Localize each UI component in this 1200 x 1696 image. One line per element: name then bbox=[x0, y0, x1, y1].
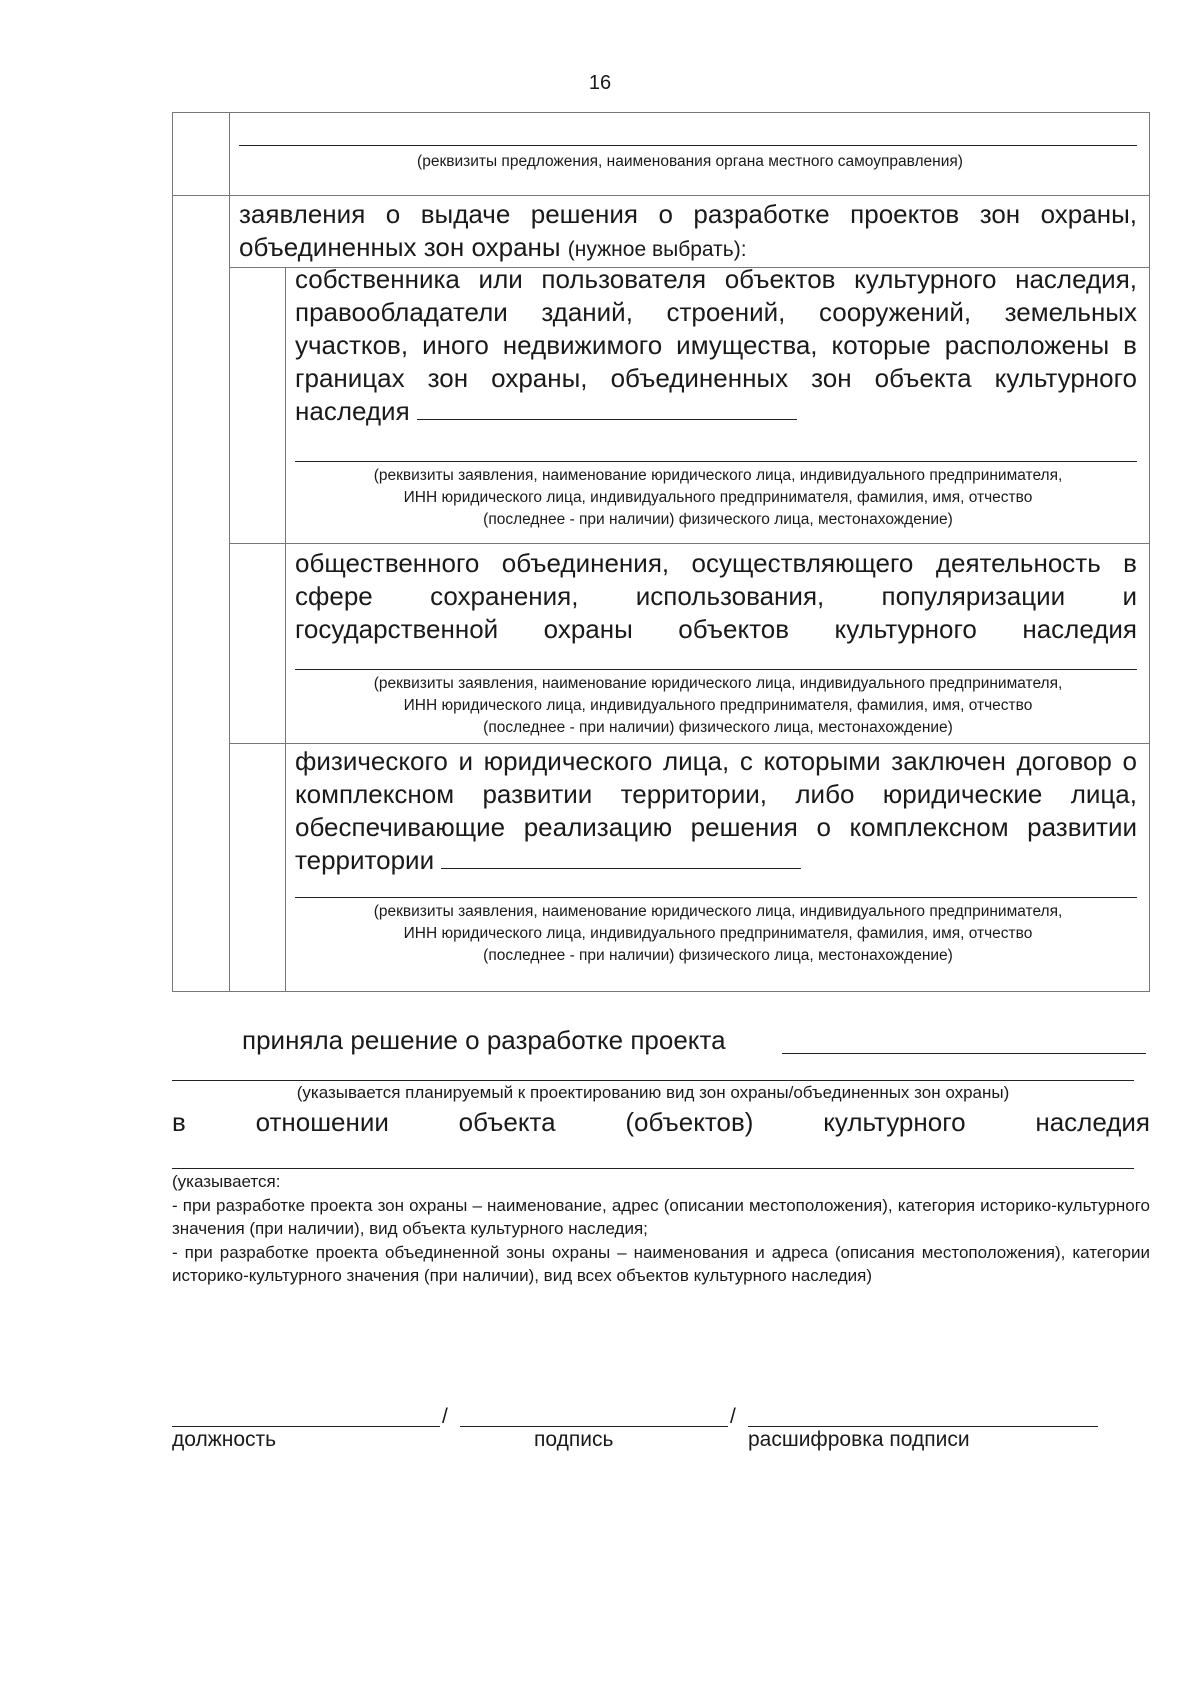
option-legal-entity-caption: (реквизиты заявления, наименование юридического лица, индивидуального предпринимателя, ИНН юридического лица, индивидуального предпринимателя, фамилия, имя, отчество (последнее - при наличии) физического лица, местонахождение) bbox=[373, 903, 1063, 964]
signature-decoding-label: расшифровка подписи bbox=[748, 1428, 970, 1451]
option-legal-entity-details-field[interactable] bbox=[295, 897, 1137, 898]
option-legal-entity-text: физического и юридического лица, с которыми заключен договор о комплексном развитии территории, либо юридические лица, обеспечивающие реализацию решения о комплексном развитии территории bbox=[295, 746, 1137, 875]
table-row-divider bbox=[173, 195, 1149, 196]
relation-text: в отношении объекта (объектов) культурного наследия bbox=[172, 1107, 1150, 1137]
notes-intro: (указывается: bbox=[172, 1172, 281, 1191]
option-owner-details-field[interactable] bbox=[295, 461, 1137, 462]
choose-note: (нужное выбрать): bbox=[567, 238, 747, 261]
project-type-inline-field[interactable] bbox=[782, 1053, 1146, 1054]
page-number: 16 bbox=[588, 72, 612, 94]
position-field[interactable] bbox=[172, 1426, 440, 1427]
table-inner-column-divider bbox=[285, 267, 286, 991]
signature-field[interactable] bbox=[460, 1426, 728, 1427]
signature-decoding-field[interactable] bbox=[748, 1426, 1098, 1427]
proposal-details-field[interactable] bbox=[239, 145, 1137, 146]
option-public-association-text: общественного объединения, осуществляющего деятельность в сфере сохранения, использования, популяризации и государственной охраны объектов культурного наследия bbox=[295, 548, 1137, 644]
signature-separator: / bbox=[442, 1405, 448, 1428]
application-heading bbox=[239, 198, 1137, 266]
heritage-object-field[interactable] bbox=[172, 1168, 1134, 1169]
decision-text: приняла решение о разработке проекта bbox=[242, 1025, 726, 1055]
position-label: должность bbox=[172, 1428, 277, 1451]
notes-item-combined-zone: - при разработке проекта объединенной зоны охраны – наименования и адреса (описания местоположения), категории историко-культурного значения (при наличии), вид всех объектов культурного наследия) bbox=[172, 1243, 1150, 1285]
option-owner-caption: (реквизиты заявления, наименование юридического лица, индивидуального предпринимателя, ИНН юридического лица, индивидуального предпринимателя, фамилия, имя, отчество (последнее - при наличии) физического лица, местонахождение) bbox=[373, 467, 1063, 528]
option-owner-text: собственника или пользователя объектов культурного наследия, правообладатели зданий, строений, сооружений, земельных участков, иного недвижимого имущества, которые расположены в границах зон охраны, объединенных зон объекта культурного наследия bbox=[295, 264, 1137, 426]
notes-item-zones: - при разработке проекта зон охраны – наименование, адрес (описании местоположения), категория историко-культурного значения (при наличии), вид объекта культурного наследия; bbox=[172, 1196, 1150, 1238]
project-type-caption: (указывается планируемый к проектированию вид зон охраны/объединенных зон охраны) bbox=[296, 1083, 1010, 1102]
application-table bbox=[172, 112, 1150, 992]
option-public-association-caption: (реквизиты заявления, наименование юридического лица, индивидуального предпринимателя, ИНН юридического лица, индивидуального предпринимателя, фамилия, имя, отчество (последнее - при наличии) физического лица, местонахождение) bbox=[373, 675, 1063, 736]
proposal-details-caption: (реквизиты предложения, наименования органа местного самоуправления) bbox=[417, 153, 963, 170]
table-row-divider bbox=[229, 543, 1149, 544]
option-owner-inline-field[interactable] bbox=[417, 397, 797, 420]
table-row-divider bbox=[229, 743, 1149, 744]
signature-separator: / bbox=[730, 1405, 736, 1428]
option-legal-entity-inline-field[interactable] bbox=[441, 846, 801, 869]
option-public-association-details-field[interactable] bbox=[295, 669, 1137, 670]
table-column-divider bbox=[229, 113, 230, 991]
application-heading-text: заявления о выдаче решения о разработке проектов зон охраны, объединенных зон охраны bbox=[239, 199, 1137, 262]
signature-label: подпись bbox=[534, 1428, 614, 1451]
